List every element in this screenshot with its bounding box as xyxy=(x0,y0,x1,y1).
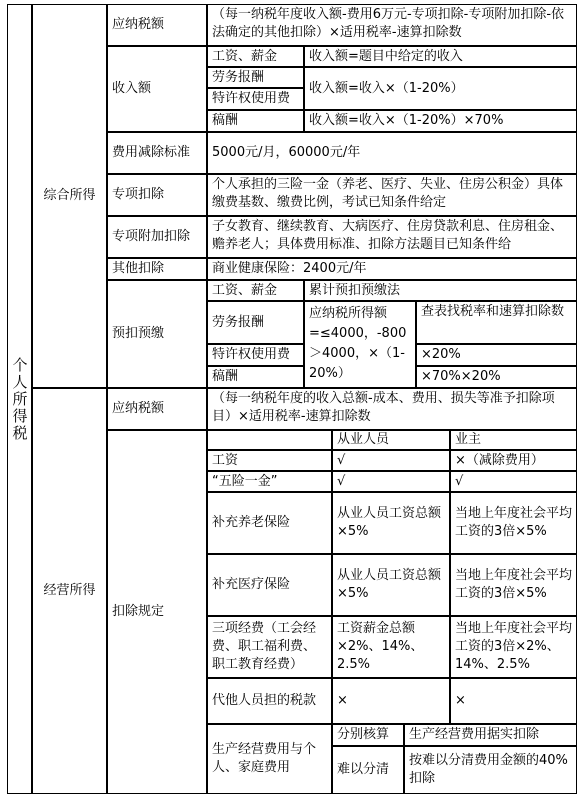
income-item-royalty xyxy=(207,88,304,110)
production-r1-cell xyxy=(332,746,404,794)
biz-taxable-formula-cell xyxy=(207,388,577,430)
income-item-labor xyxy=(207,67,304,88)
income-item-manuscript-text: 稿酬 xyxy=(212,113,239,128)
income-rule-wages xyxy=(304,46,577,67)
withholding-item-manuscript xyxy=(207,366,304,388)
ded-owner-tax-borne xyxy=(450,678,577,724)
withholding-rule-wages-text: 累计预扣预缴法 xyxy=(309,282,401,298)
ded-employee-medical xyxy=(332,554,450,616)
deduction-rules-label-cell xyxy=(107,430,207,794)
special-additional-label-cell xyxy=(107,216,207,258)
ded-item-insurance-text: “五险一金” xyxy=(212,473,278,489)
special-additional-value: 子女教育、继续教育、大病医疗、住房贷款利息、住房租金、赡养老人；具体费用标准、扣除方法题目已知条件给 xyxy=(212,219,564,252)
ded-owner-pension-text: 当地上年度社会平均工资的3倍×5% xyxy=(455,506,573,539)
col-owner-label: 业主 xyxy=(455,432,482,447)
income-rule-labor xyxy=(304,67,577,110)
withholding-rate-70-20-cell xyxy=(416,366,577,388)
biz-taxable-label-cell xyxy=(107,388,207,430)
special-additional-value-cell xyxy=(207,216,577,258)
withholding-item-royalty xyxy=(207,344,304,366)
col-employee-header xyxy=(332,430,450,450)
ded-owner-three-funds xyxy=(450,616,577,678)
biz-taxable-formula: （每一纳税年度的收入总额-成本、费用、损失等准予扣除项目）×适用税率-速算扣除数 xyxy=(212,391,555,424)
production-r2-text: 按难以分清费用金额的40%扣除 xyxy=(409,753,568,786)
ded-item-three-funds xyxy=(207,616,332,678)
ded-item-wages xyxy=(207,450,332,471)
comp-taxable-label-cell xyxy=(107,4,207,46)
withholding-label-cell xyxy=(107,280,207,388)
ded-employee-wages xyxy=(332,450,450,471)
other-deduction-value-cell xyxy=(207,258,577,280)
col-employee-label: 从业人员 xyxy=(337,432,390,447)
ded-owner-insurance xyxy=(450,471,577,492)
ded-item-tax-borne-text: 代他人员担的税款 xyxy=(212,693,317,708)
ded-item-medical-text: 补充医疗保险 xyxy=(212,577,291,592)
personal-income-tax-cell xyxy=(7,4,32,794)
ded-employee-insurance xyxy=(332,471,450,492)
income-item-manuscript xyxy=(207,110,304,132)
ded-employee-wages-text: √ xyxy=(337,452,346,468)
comprehensive-income-label: 综合所得 xyxy=(43,188,96,203)
income-item-wages xyxy=(207,46,304,67)
withholding-mid-rule-cell xyxy=(304,301,416,388)
production-r2-cell xyxy=(404,746,577,794)
income-amount-label: 收入额 xyxy=(112,81,152,96)
production-h2-cell xyxy=(404,724,577,746)
ded-employee-three-funds xyxy=(332,616,450,678)
ded-owner-medical xyxy=(450,554,577,616)
withholding-lookup-text: 查表找税率和速算扣除数 xyxy=(421,304,565,319)
withholding-item-labor xyxy=(207,301,304,344)
withholding-item-wages-text: 工资、薪金 xyxy=(212,282,278,298)
ded-item-medical xyxy=(207,554,332,616)
ded-owner-insurance-text: √ xyxy=(455,473,464,489)
ded-employee-medical-text: 从业人员工资总额×5% xyxy=(337,568,442,601)
income-rule-manuscript-text: 收入额=收入×（1-20%）×70% xyxy=(309,113,504,128)
production-h1-cell xyxy=(332,724,404,746)
withholding-mid-rule: 应纳税所得额=≤4000，-800＞4000，×（1-20%） xyxy=(309,306,407,381)
cost-standard-label: 费用减除标准 xyxy=(112,145,191,160)
income-rule-wages-text: 收入额=题目中给定的收入 xyxy=(309,48,463,64)
business-income-cell xyxy=(32,388,107,794)
special-additional-label: 专项附加扣除 xyxy=(112,229,191,244)
special-deduction-value-cell xyxy=(207,174,577,216)
production-h2-text: 生产经营费用据实扣除 xyxy=(409,727,540,742)
ded-employee-tax-borne xyxy=(332,678,450,724)
other-deduction-label-cell xyxy=(107,258,207,280)
withholding-rate-70-20: ×70%×20% xyxy=(421,369,501,384)
ded-employee-three-funds-text: 工资薪金总额×2%、14%、2.5% xyxy=(337,621,424,672)
ded-item-pension-text: 补充养老保险 xyxy=(212,515,291,530)
ded-item-production-text: 生产经营费用与个人、家庭费用 xyxy=(212,742,317,775)
other-deduction-label: 其他扣除 xyxy=(112,261,165,276)
income-item-labor-text: 劳务报酬 xyxy=(212,69,265,85)
withholding-item-wages xyxy=(207,280,304,301)
ded-owner-three-funds-text: 当地上年度社会平均工资的3倍×2%、14%、2.5% xyxy=(455,621,573,672)
income-rule-manuscript xyxy=(304,110,577,132)
ded-item-pension xyxy=(207,492,332,554)
ded-owner-wages-text: ×（减除费用） xyxy=(455,452,544,468)
ded-owner-wages xyxy=(450,450,577,471)
other-deduction-value: 商业健康保险：2400元/年 xyxy=(212,261,367,276)
ded-employee-insurance-text: √ xyxy=(337,473,346,489)
withholding-item-manuscript-text: 稿酬 xyxy=(212,369,239,384)
ded-owner-tax-borne-text: × xyxy=(455,693,466,708)
withholding-label: 预扣预缴 xyxy=(112,326,165,341)
ded-owner-medical-text: 当地上年度社会平均工资的3倍×5% xyxy=(455,568,573,601)
ded-employee-tax-borne-text: × xyxy=(337,693,348,708)
ded-item-wages-text: 工资 xyxy=(212,452,239,468)
cost-standard-value-cell xyxy=(207,132,577,174)
production-r1-text: 难以分清 xyxy=(337,762,390,777)
ded-item-three-funds-text: 三项经费（工会经费、职工福利费、职工教育经费） xyxy=(212,621,317,672)
withholding-rate-20: ×20% xyxy=(421,347,461,362)
personal-income-tax-label: 个人所得税 xyxy=(10,356,29,442)
biz-taxable-label: 应纳税额 xyxy=(112,401,165,416)
cost-standard-label-cell xyxy=(107,132,207,174)
income-rule-labor-text: 收入额=收入×（1-20%） xyxy=(309,80,464,96)
col-owner-header xyxy=(450,430,577,450)
withholding-rule-wages xyxy=(304,280,577,301)
comp-taxable-formula: （每一纳税年度收入额-费用6万元-专项扣除-专项附加扣除-依法确定的其他扣除）×适用税率-速算扣除数 xyxy=(212,7,565,40)
deduction-rules-label: 扣除规定 xyxy=(112,604,165,619)
business-income-label: 经营所得 xyxy=(43,583,96,598)
special-deduction-label-cell xyxy=(107,174,207,216)
income-item-royalty-text: 特许权使用费 xyxy=(212,91,291,106)
income-amount-label-cell xyxy=(107,46,207,132)
special-deduction-label: 专项扣除 xyxy=(112,187,165,202)
ded-item-insurance xyxy=(207,471,332,492)
income-item-wages-text: 工资、薪金 xyxy=(212,48,278,64)
production-h1-text: 分别核算 xyxy=(337,727,390,742)
comp-taxable-formula-cell xyxy=(207,4,577,46)
cost-standard-value: 5000元/月，60000元/年 xyxy=(212,145,361,160)
withholding-lookup-cell xyxy=(416,301,577,344)
withholding-item-labor-text: 劳务报酬 xyxy=(212,314,265,330)
deduction-header-blank xyxy=(207,430,332,450)
ded-employee-pension-text: 从业人员工资总额×5% xyxy=(337,506,442,539)
ded-employee-pension xyxy=(332,492,450,554)
ded-item-production xyxy=(207,724,332,794)
withholding-rate-20-cell xyxy=(416,344,577,366)
ded-item-tax-borne xyxy=(207,678,332,724)
comprehensive-income-cell xyxy=(32,4,107,388)
special-deduction-value: 个人承担的三险一金（养老、医疗、失业、住房公积金）具体缴费基数、缴费比例，考试已知条件给定 xyxy=(212,177,564,210)
withholding-item-royalty-text: 特许权使用费 xyxy=(212,347,291,362)
comp-taxable-label: 应纳税额 xyxy=(112,17,165,32)
ded-owner-pension xyxy=(450,492,577,554)
